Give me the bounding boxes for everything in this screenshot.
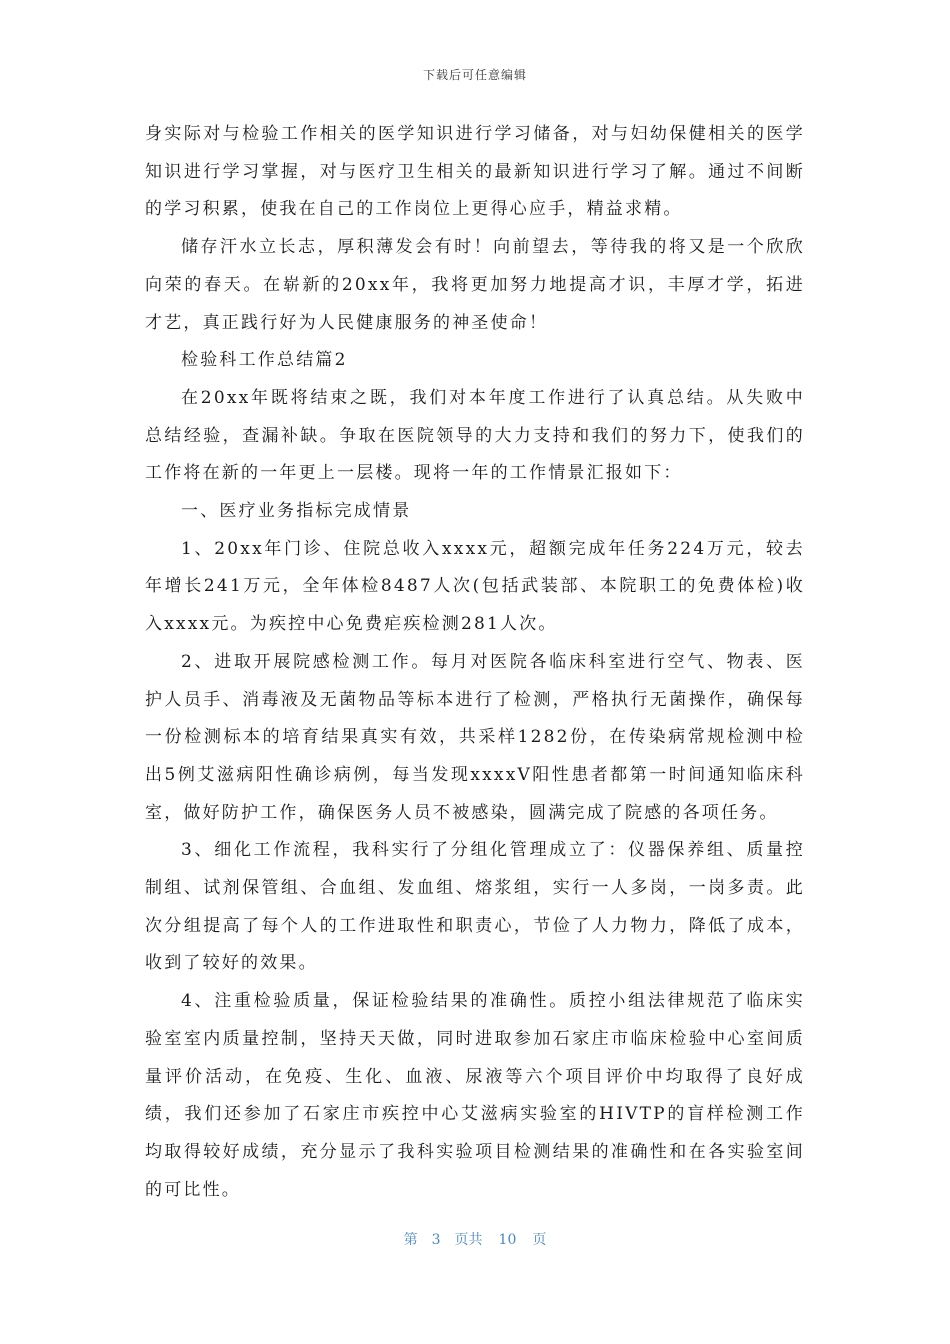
paragraph-3: 在20xx年既将结束之既，我们对本年度工作进行了认真总结。从失败中总结经验，查漏补缺。争取在医院领导的大力支持和我们的努力下，使我们的工作将在新的一年更上一层楼。现将一年的工作情景汇报如下： (145, 387, 805, 484)
subsection-heading: 一、医疗业务指标完成情景 (181, 501, 412, 522)
document-body (145, 116, 805, 1209)
paragraph-item-4: 4、注重检验质量，保证检验结果的准确性。质控小组法律规范了临床实验室室内质量控制，坚持天天做，同时进取参加石家庄市临床检验中心室间质量评价活动，在免疫、生化、血液、尿液等六个项目评价中均取得了良好成绩，我们还参加了石家庄市疾控中心艾滋病实验室的HIVTP的盲样检测工作均取得较好成绩，充分显示了我科实验项目检测结果的准确性和在各实验室间的可比性。 (145, 991, 805, 1200)
page-label: 第 (403, 1232, 418, 1248)
paragraph-item-3: 3、细化工作流程，我科实行了分组化管理成立了：仪器保养组、质量控制组、试剂保管组、合血组、发血组、熔浆组，实行一人多岗，一岗多责。此次分组提高了每个人的工作进取性和职责心，节俭了人力物力，降低了成本，收到了较好的效果。 (145, 840, 805, 974)
paragraph-1: 身实际对与检验工作相关的医学知识进行学习储备，对与妇幼保健相关的医学知识进行学习掌握，对与医疗卫生相关的最新知识进行学习了解。通过不间断的学习积累，使我在自己的工作岗位上更得心应手，精益求精。 (145, 124, 805, 220)
of-label: 页共 (454, 1232, 483, 1248)
current-page-number: 3 (431, 1232, 441, 1248)
page-footer (0, 1229, 950, 1249)
section-heading: 检验科工作总结篇2 (181, 350, 348, 371)
paragraph-item-1: 1、20xx年门诊、住院总收入xxxx元，超额完成年任务224万元，较去年增长241万元，全年体检8487人次(包括武装部、本院职工的免费体检)收入xxxx元。为疾控中心免费疟疾检测281人次。 (145, 538, 805, 635)
paragraph-item-2: 2、进取开展院感检测工作。每月对医院各临床科室进行空气、物表、医护人员手、消毒液及无菌物品等标本进行了检测，严格执行无菌操作，确保每一份检测标本的培育结果真实有效，共采样1282份，在传染病常规检测中检出5例艾滋病阳性确诊病例，每当发现xxxxV阳性患者都第一时间通知临床科室，做好防护工作，确保医务人员不被感染，圆满完成了院感的各项任务。 (145, 651, 805, 823)
page-suffix: 页 (532, 1232, 547, 1248)
header-note: 下载后可任意编辑 (422, 68, 527, 82)
total-pages-number: 10 (498, 1232, 517, 1248)
paragraph-2: 储存汗水立长志，厚积薄发会有时！向前望去，等待我的将又是一个欣欣向荣的春天。在崭新的20xx年，我将更加努力地提高才识，丰厚才学，拓进才艺，真正践行好为人民健康服务的神圣使命！ (145, 237, 805, 333)
